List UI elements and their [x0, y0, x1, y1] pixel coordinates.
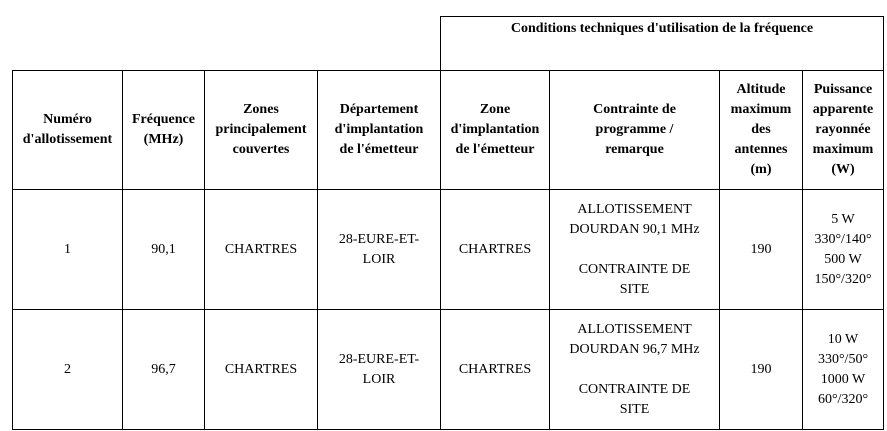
cell-frequence: 90,1 [123, 190, 205, 310]
allotment-table [12, 16, 884, 430]
column-header-row [13, 71, 884, 190]
cell-frequence: 96,7 [123, 310, 205, 430]
group-header-conditions: Conditions techniques d'utilisation de la fréquence [441, 17, 884, 71]
cell-departement: 28-EURE-ET- LOIR [318, 190, 441, 310]
cell-zone-implantation: CHARTRES [441, 190, 550, 310]
group-header-row [13, 17, 884, 71]
cell-puissance: 10 W 330°/50° 1000 W 60°/320° [803, 310, 884, 430]
header-puissance: Puissance apparente rayonnée maximum (W) [803, 71, 884, 190]
cell-departement: 28-EURE-ET- LOIR [318, 310, 441, 430]
cell-altitude: 190 [720, 190, 803, 310]
cell-contrainte: ALLOTISSEMENT DOURDAN 90,1 MHz CONTRAINTE DE SITE [550, 190, 720, 310]
cell-numero: 1 [13, 190, 123, 310]
header-zone-implantation: Zone d'implantation de l'émetteur [441, 71, 550, 190]
cell-numero: 2 [13, 310, 123, 430]
table-row [13, 190, 884, 310]
cell-puissance: 5 W 330°/140° 500 W 150°/320° [803, 190, 884, 310]
header-altitude: Altitude maximum des antennes (m) [720, 71, 803, 190]
cell-zones: CHARTRES [205, 310, 318, 430]
empty-header-cell [13, 17, 441, 71]
header-zones: Zones principalement couvertes [205, 71, 318, 190]
cell-altitude: 190 [720, 310, 803, 430]
header-departement: Département d'implantation de l'émetteur [318, 71, 441, 190]
cell-zone-implantation: CHARTRES [441, 310, 550, 430]
table-row [13, 310, 884, 430]
header-numero: Numéro d'allotissement [13, 71, 123, 190]
header-contrainte: Contrainte de programme / remarque [550, 71, 720, 190]
cell-contrainte: ALLOTISSEMENT DOURDAN 96,7 MHz CONTRAINTE DE SITE [550, 310, 720, 430]
header-frequence: Fréquence (MHz) [123, 71, 205, 190]
cell-zones: CHARTRES [205, 190, 318, 310]
